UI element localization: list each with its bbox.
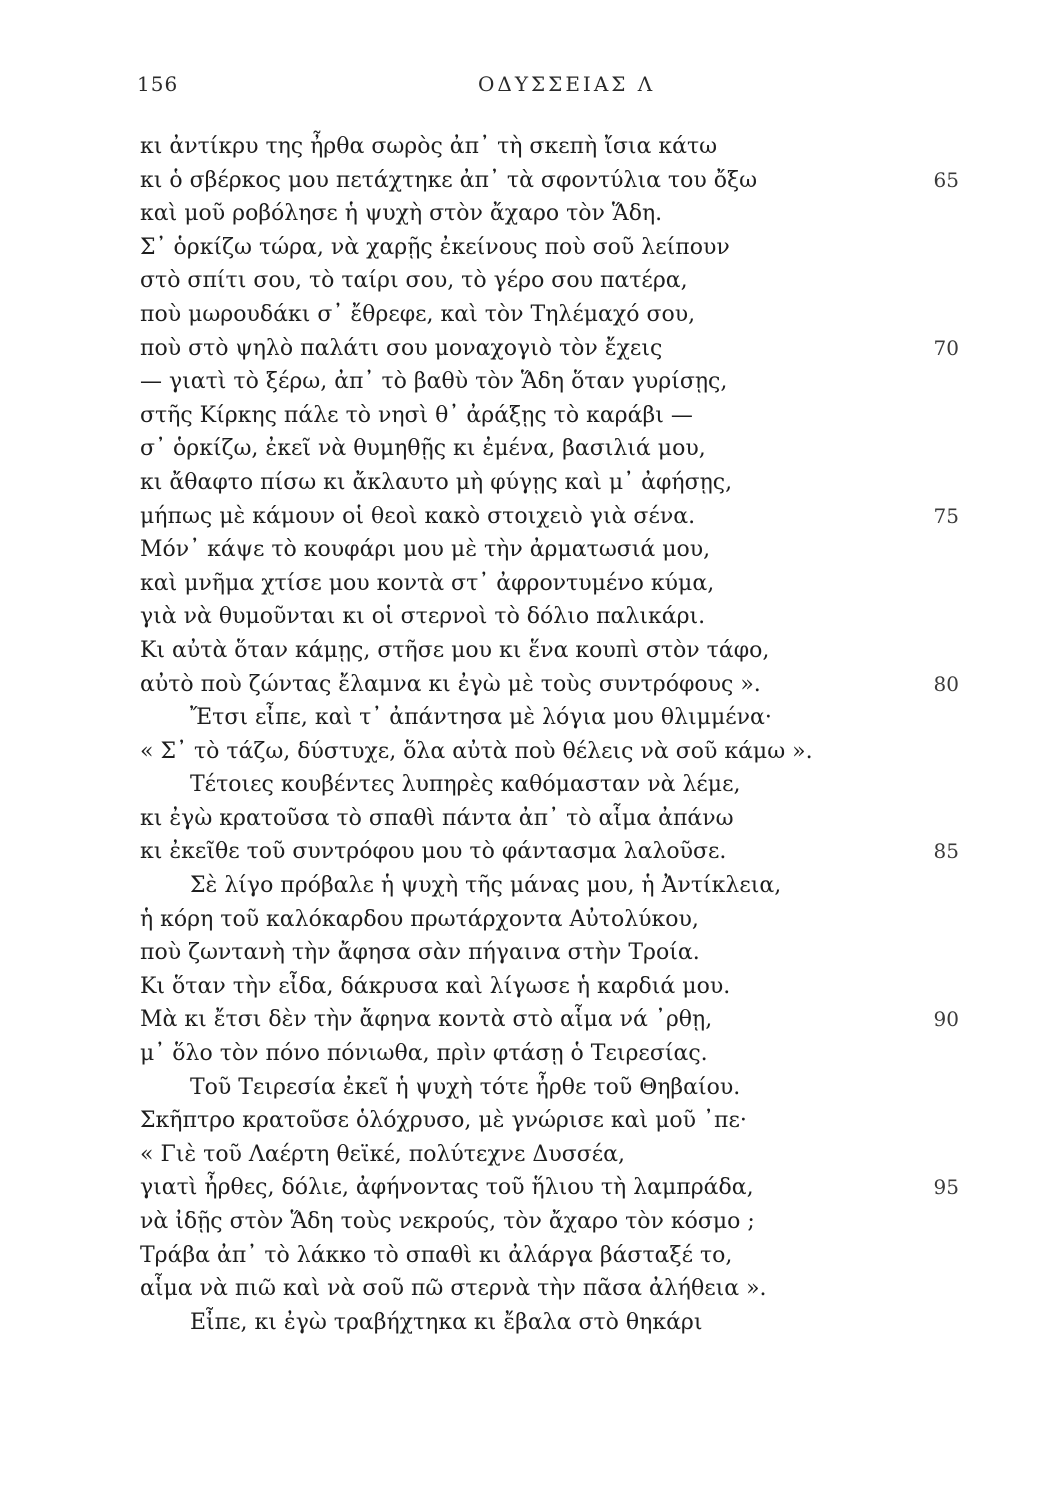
verse-text: Κι αὐτὰ ὅταν κάμῃς, στῆσε μου κι ἕνα κουπὶ στὸν τάφο, — [140, 637, 770, 663]
page-header — [0, 72, 1039, 102]
line-number: 90 — [933, 1007, 959, 1032]
verse-line — [0, 1037, 1039, 1071]
verse-text: κι ἄθαφτο πίσω κι ἄκλαυτο μὴ φύγῃς καὶ μ᾿ ἀφήσῃς, — [140, 469, 733, 495]
line-number: 65 — [933, 167, 959, 192]
line-number: 95 — [933, 1175, 959, 1200]
verse-text: κι ἐκεῖθε τοῦ συντρόφου μου τὸ φάντασμα λαλοῦσε. — [140, 839, 727, 865]
verse-line — [0, 399, 1039, 433]
verse-text: Τοῦ Τειρεσία ἐκεῖ ἡ ψυχὴ τότε ἦρθε τοῦ Θηβαίου. — [190, 1074, 741, 1100]
verse-text: μ᾿ ὅλο τὸν πόνο πόνιωθα, πρὶν φτάσῃ ὁ Τειρεσίας. — [140, 1041, 708, 1067]
verse-line — [0, 1239, 1039, 1273]
verse-text: Σὲ λίγο πρόβαλε ἡ ψυχὴ τῆς μάνας μου, ἡ Ἀντίκλεια, — [190, 873, 782, 899]
verse-text: καὶ μνῆμα χτίσε μου κοντὰ στ᾿ ἀφροντυμένο κύμα, — [140, 570, 715, 596]
verse-line — [0, 332, 1039, 366]
running-title: ΟΔΥΣΣΕΙΑΣ Λ — [478, 72, 656, 96]
verse-text: ἡ κόρη τοῦ καλόκαρδου πρωτάρχοντα Αὐτολύκου, — [140, 906, 699, 932]
verse-text: νὰ ἰδῇς στὸν Ἅδη τοὺς νεκρούς, τὸν ἄχαρο τὸν κόσμο ; — [140, 1209, 755, 1234]
verse-text: ποὺ ζωντανὴ τὴν ἄφησα σὰν πήγαινα στὴν Τροία. — [140, 940, 700, 966]
verse-text: αἷμα νὰ πιῶ καὶ νὰ σοῦ πῶ στερνὰ τὴν πᾶσα ἀλήθεια ». — [140, 1276, 767, 1302]
verse-text: στῆς Κίρκης πάλε τὸ νησὶ θ᾿ ἀράξῃς τὸ καράβι — — [140, 402, 693, 428]
verse-text: κι ἀντίκρυ της ἦρθα σωρὸς ἀπ᾿ τὴ σκεπὴ ἴσια κάτω — [140, 134, 718, 159]
verse-line — [0, 1205, 1039, 1239]
verse-line — [0, 1272, 1039, 1306]
verse-line — [0, 1003, 1039, 1037]
verse-text: ποὺ στὸ ψηλὸ παλάτι σου μοναχογιὸ τὸν ἔχεις — [140, 335, 663, 361]
verse-line — [0, 466, 1039, 500]
verse-line — [0, 264, 1039, 298]
verse-line — [0, 533, 1039, 567]
verse-line — [0, 701, 1039, 735]
verse-line — [0, 668, 1039, 702]
verse-line — [0, 1071, 1039, 1105]
verse-line — [0, 936, 1039, 970]
verse-line — [0, 197, 1039, 231]
verse-text: Μόν᾿ κάψε τὸ κουφάρι μου μὲ τὴν ἀρματωσιά μου, — [140, 537, 711, 563]
verse-text: Ἔτσι εἶπε, καὶ τ᾿ ἀπάντησα μὲ λόγια μου θλιμμένα· — [190, 705, 772, 731]
verse-text: κι ὁ σβέρκος μου πετάχτηκε ἀπ᾿ τὰ σφοντύλια του ὄξω — [140, 167, 758, 193]
verse-text: — γιατὶ τὸ ξέρω, ἀπ᾿ τὸ βαθὺ τὸν Ἅδη ὅταν γυρίσῃς, — [140, 369, 728, 395]
verse-text: Τέτοιες κουβέντες λυπηρὲς καθόμασταν νὰ λέμε, — [190, 772, 741, 798]
verse-line — [0, 298, 1039, 332]
verse-line — [0, 164, 1039, 198]
verse-line — [0, 1171, 1039, 1205]
verse-text: Σκῆπτρο κρατοῦσε ὁλόχρυσο, μὲ γνώρισε καὶ μοῦ ᾿πε· — [140, 1108, 747, 1134]
verse-line — [0, 869, 1039, 903]
verse-text: Μὰ κι ἔτσι δὲν τὴν ἄφηνα κοντὰ στὸ αἷμα νά ᾿ρθῃ, — [140, 1007, 713, 1033]
verse-text: αὐτὸ ποὺ ζώντας ἔλαμνα κι ἐγὼ μὲ τοὺς συντρόφους ». — [140, 671, 761, 697]
verse-text: « Γιὲ τοῦ Λαέρτη θεϊκέ, πολύτεχνε Δυσσέα, — [140, 1141, 625, 1167]
verse-line — [0, 500, 1039, 534]
verse-line — [0, 567, 1039, 601]
verse-line — [0, 802, 1039, 836]
verse-line — [0, 130, 1039, 164]
verse-line — [0, 365, 1039, 399]
verse-text: κι ἐγὼ κρατοῦσα τὸ σπαθὶ πάντα ἀπ᾿ τὸ αἷμα ἀπάνω — [140, 805, 734, 831]
verse-text: σ᾿ ὁρκίζω, ἐκεῖ νὰ θυμηθῇς κι ἐμένα, βασιλιά μου, — [140, 436, 706, 462]
verse-line — [0, 970, 1039, 1004]
line-number: 70 — [933, 335, 959, 360]
verse-block — [0, 130, 1039, 1339]
verse-text: γιατὶ ἦρθες, δόλιε, ἀφήνοντας τοῦ ἥλιου τὴ λαμπράδα, — [140, 1175, 754, 1201]
verse-text: « Σ᾿ τὸ τάζω, δύστυχε, ὅλα αὐτὰ ποὺ θέλεις νὰ σοῦ κάμω ». — [140, 738, 813, 764]
line-number: 80 — [933, 671, 959, 696]
verse-line — [0, 835, 1039, 869]
verse-text: Κι ὅταν τὴν εἶδα, δάκρυσα καὶ λίγωσε ἡ καρδιά μου. — [140, 973, 731, 999]
verse-text: μήπως μὲ κάμουν οἱ θεοὶ κακὸ στοιχειὸ γιὰ σένα. — [140, 503, 696, 529]
verse-line — [0, 903, 1039, 937]
verse-line — [0, 600, 1039, 634]
verse-line — [0, 768, 1039, 802]
line-number: 85 — [933, 839, 959, 864]
verse-line — [0, 432, 1039, 466]
verse-text: ποὺ μωρουδάκι σ᾿ ἔθρεφε, καὶ τὸν Τηλέμαχό σου, — [140, 301, 696, 327]
verse-text: γιὰ νὰ θυμοῦνται κι οἱ στερνοὶ τὸ δόλιο παλικάρι. — [140, 604, 706, 630]
verse-line — [0, 1138, 1039, 1172]
verse-text: Σ᾿ ὁρκίζω τώρα, νὰ χαρῇς ἐκείνους ποὺ σοῦ λείπουν — [140, 234, 730, 260]
verse-text: Εἶπε, κι ἐγὼ τραβήχτηκα κι ἔβαλα στὸ θηκάρι — [190, 1309, 703, 1335]
verse-line — [0, 1306, 1039, 1340]
verse-text: στὸ σπίτι σου, τὸ ταίρι σου, τὸ γέρο σου πατέρα, — [140, 268, 688, 294]
verse-line — [0, 634, 1039, 668]
line-number: 75 — [933, 503, 959, 528]
verse-line — [0, 231, 1039, 265]
verse-text: Τράβα ἀπ᾿ τὸ λάκκο τὸ σπαθὶ κι ἀλάργα βάσταξέ το, — [140, 1242, 733, 1268]
verse-line — [0, 1104, 1039, 1138]
verse-text: καὶ μοῦ ροβόλησε ἡ ψυχὴ στὸν ἄχαρο τὸν Ἅδη. — [140, 201, 663, 227]
verse-line — [0, 735, 1039, 769]
page-number: 156 — [137, 72, 179, 96]
